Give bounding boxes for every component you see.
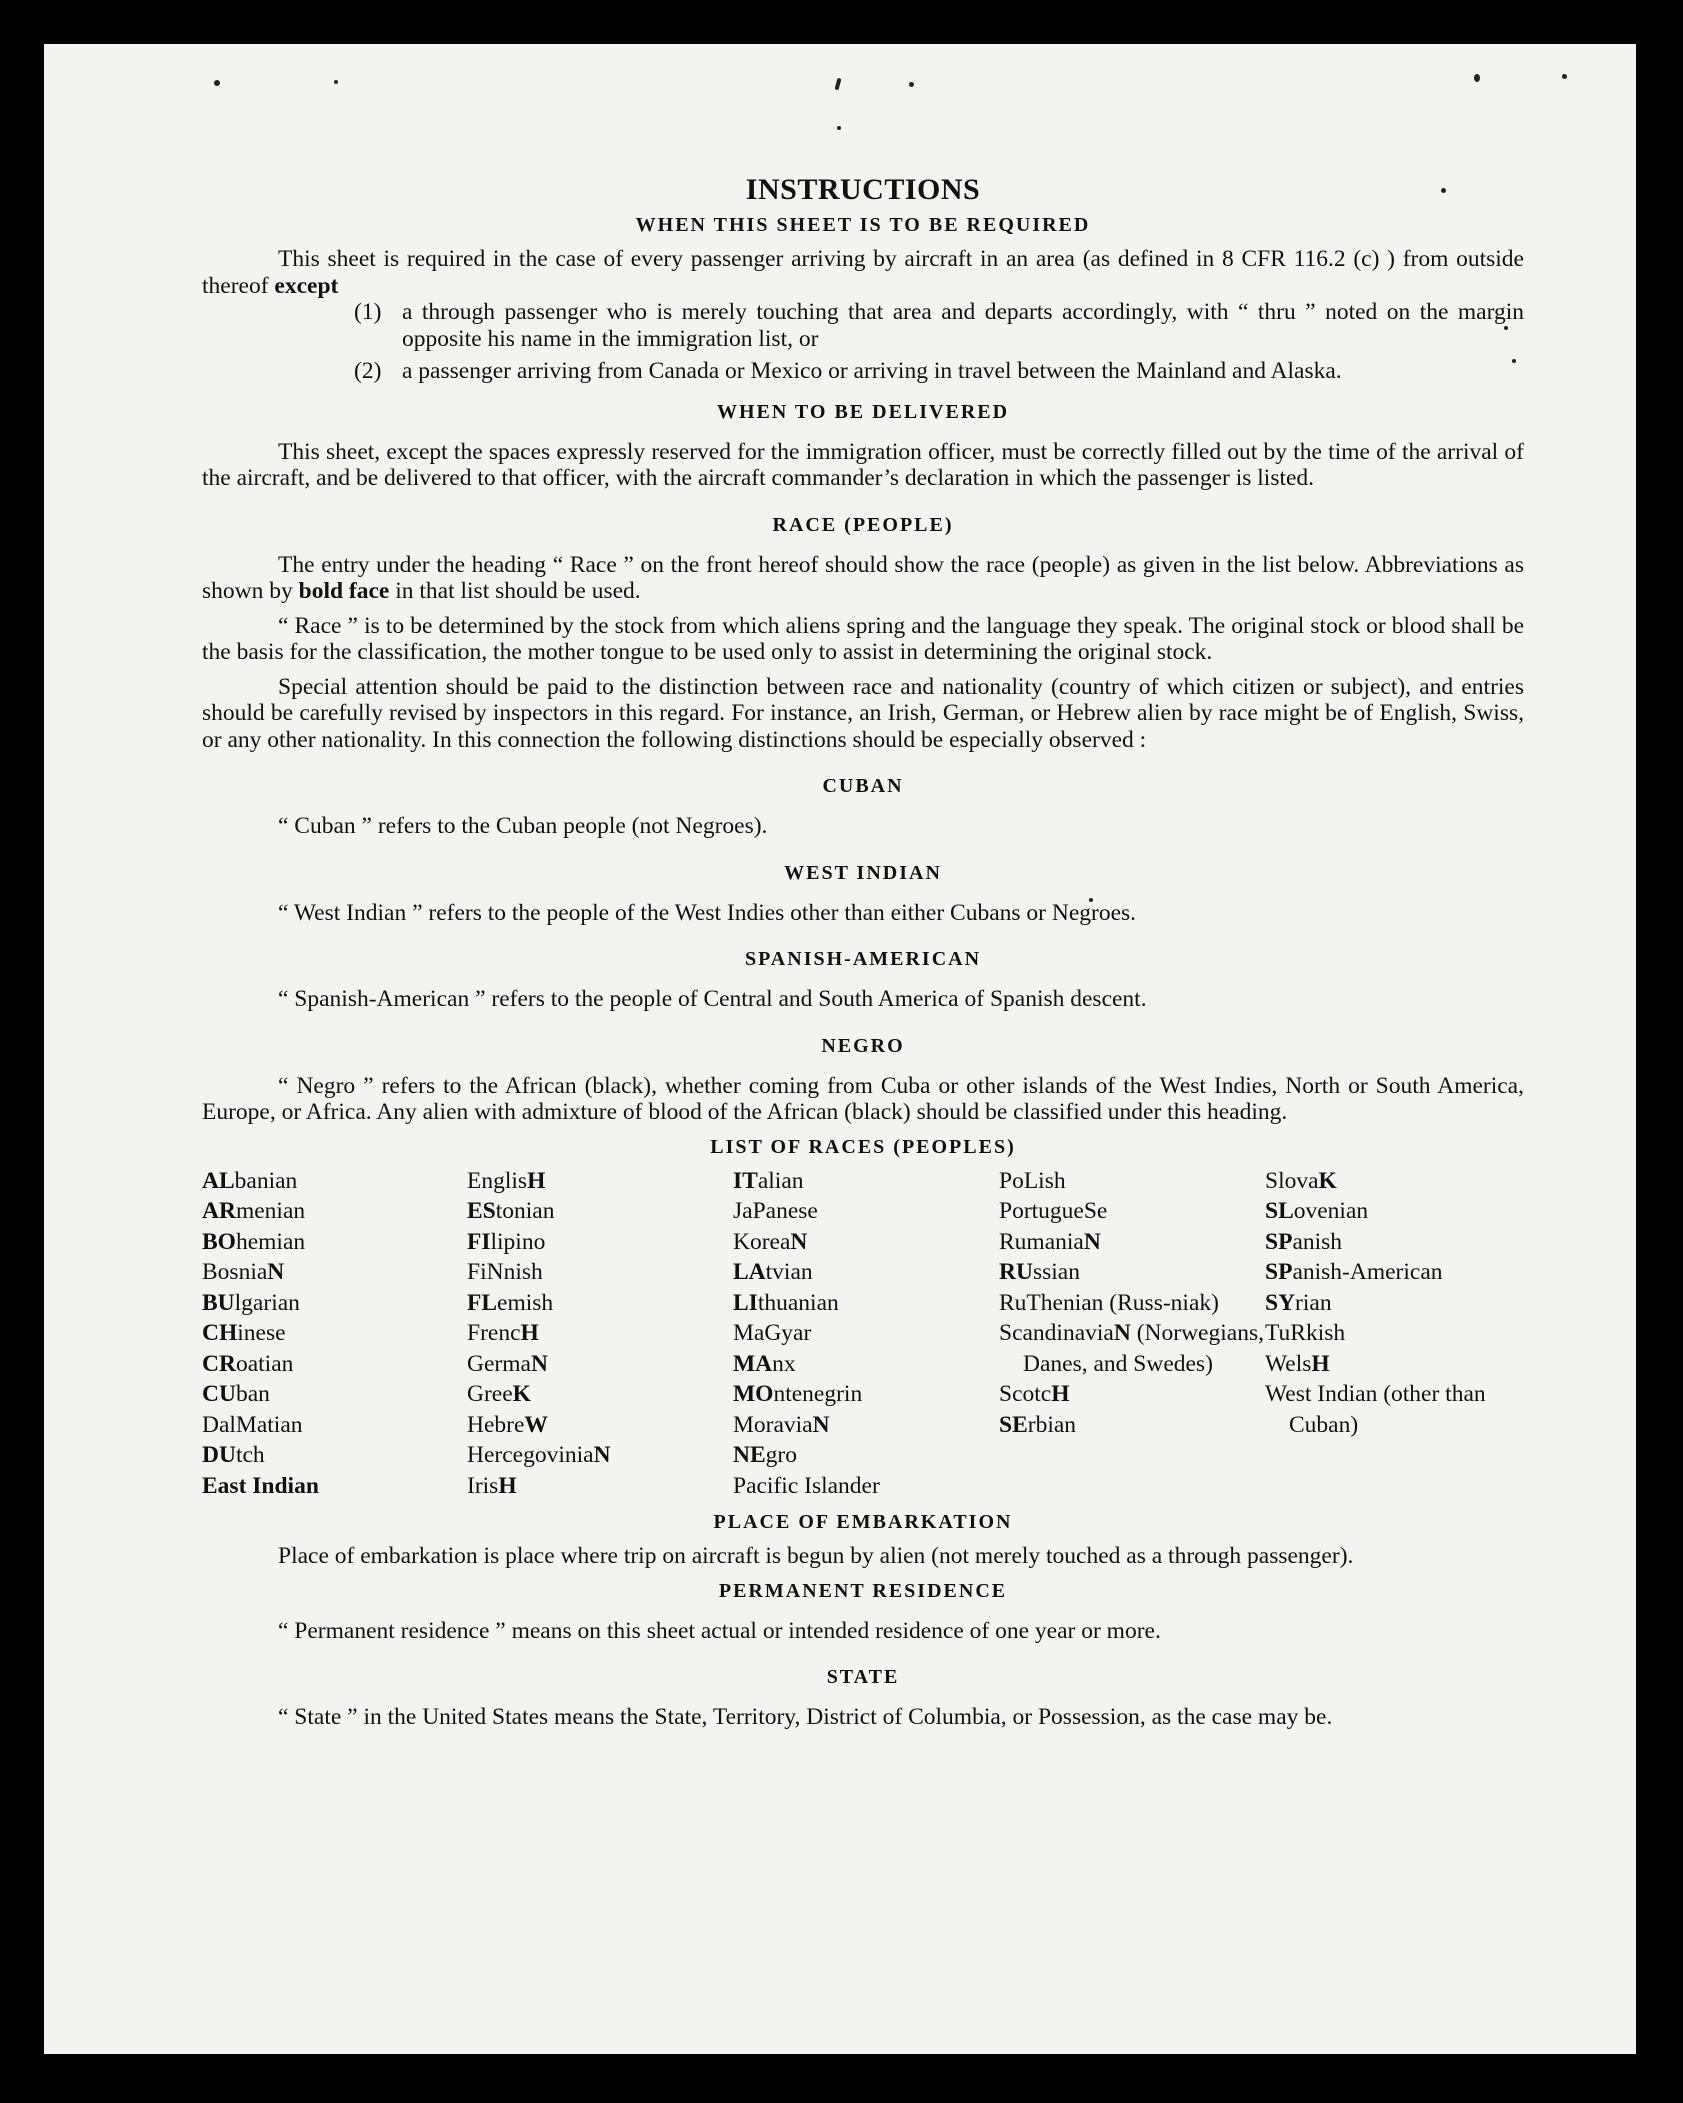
race-name: ban	[235, 1381, 270, 1407]
race-entry	[733, 1196, 999, 1227]
race-entry	[733, 1379, 999, 1410]
race-abbrev: AL	[202, 1167, 235, 1194]
race-entry	[1265, 1166, 1524, 1197]
race-name: ssian	[1032, 1259, 1080, 1285]
race-name: Gree	[467, 1381, 513, 1407]
scan-speck	[214, 80, 220, 86]
race-entry	[202, 1471, 467, 1502]
race-name: Iris	[467, 1472, 499, 1499]
race-abbrev: N	[1113, 1320, 1131, 1346]
race-p1-bold: bold face	[298, 578, 390, 604]
race-entry	[733, 1440, 999, 1471]
delivered-text: This sheet, except the spaces expressly reserved for the immigration officer, must be correctly filled out by the time of the arrival of the aircraft, and be delivered to that officer, with the aircraft commander’s declaration in which the passenger is listed.	[202, 438, 1524, 491]
race-abbrev: CR	[202, 1350, 236, 1377]
race-abbrev: LI	[733, 1289, 758, 1316]
required-item-1	[202, 299, 1524, 352]
race-entry	[999, 1227, 1265, 1258]
instructions-content	[202, 172, 1524, 1731]
race-entry	[733, 1166, 999, 1197]
race-abbrev: AR	[202, 1198, 236, 1224]
race-p1-text-a: The entry under the heading “ Race ” on the front hereof should show the race (people) as given in the list below. Abbreviations as shown by	[202, 551, 1524, 604]
race-entry	[733, 1471, 999, 1502]
races-column	[202, 1166, 467, 1502]
race-name: Korea	[733, 1228, 791, 1255]
race-entry	[999, 1410, 1265, 1441]
race-name: West Indian (other than Cuban)	[1265, 1381, 1486, 1438]
race-entry	[467, 1257, 733, 1288]
race-abbrev: DU	[202, 1442, 236, 1468]
race-name: tvian	[765, 1259, 813, 1285]
race-entry	[467, 1318, 733, 1349]
race-abbrev: K	[1318, 1167, 1337, 1194]
race-name: thuanian	[757, 1289, 839, 1316]
heading-negro: NEGRO	[821, 1034, 905, 1057]
cuban-text: “ Cuban ” refers to the Cuban people (not Negroes).	[278, 813, 768, 839]
race-entry	[467, 1379, 733, 1410]
race-name: rian	[1295, 1289, 1332, 1316]
heading-state: STATE	[826, 1666, 900, 1688]
race-name: MaGyar	[733, 1320, 812, 1346]
race-abbrev: H	[498, 1472, 517, 1499]
race-entry	[467, 1166, 733, 1197]
races-column	[467, 1166, 733, 1502]
scan-speck	[909, 82, 914, 87]
race-abbrev: SP	[1265, 1228, 1293, 1255]
race-name: anish	[1292, 1228, 1343, 1255]
race-abbrev: SL	[1265, 1198, 1294, 1224]
west-indian-text: “ West Indian ” refers to the people of the West Indies other than either Cubans or Negroes.	[278, 899, 1137, 926]
embarkation-text: Place of embarkation is place where trip on aircraft is begun by alien (not merely touched as a through passenger).	[278, 1543, 1354, 1569]
race-abbrev: K	[512, 1381, 531, 1407]
item-number: (1)	[354, 299, 382, 325]
race-name: PoLish	[999, 1167, 1066, 1194]
race-name: Moravia	[733, 1411, 813, 1438]
race-entry	[202, 1257, 467, 1288]
race-name: tonian	[495, 1198, 555, 1224]
race-name: FiNnish	[467, 1259, 543, 1285]
heading-race: RACE (PEOPLE)	[772, 513, 954, 536]
scan-speck	[1474, 74, 1480, 82]
heading-list-of-races: LIST OF RACES (PEOPLES)	[710, 1135, 1016, 1158]
item-text: a through passenger who is merely touching that area and departs accordingly, with “ thru ” noted on the margin opposite his name in the immigration list, or	[402, 299, 1524, 352]
race-abbrev: N	[812, 1411, 830, 1438]
race-entry	[999, 1166, 1265, 1197]
race-entry	[467, 1227, 733, 1258]
race-name: Germa	[467, 1350, 531, 1377]
item-text: a passenger arriving from Canada or Mexico or arriving in travel between the Mainland and Alaska.	[402, 358, 1342, 384]
race-entry	[733, 1410, 999, 1441]
race-entry	[1265, 1196, 1524, 1227]
race-entry	[1265, 1318, 1524, 1349]
race-abbrev: SP	[1265, 1259, 1293, 1285]
heading-when-delivered: WHEN TO BE DELIVERED	[716, 400, 1010, 423]
race-entry	[202, 1196, 467, 1227]
race-entry	[202, 1379, 467, 1410]
races-column	[1265, 1166, 1524, 1502]
race-abbrev: SE	[999, 1411, 1028, 1438]
race-name: emish	[497, 1289, 554, 1316]
races-column	[999, 1166, 1265, 1502]
race-abbrev: East Indian	[202, 1472, 319, 1499]
race-abbrev: N	[267, 1259, 285, 1285]
race-name: ntenegrin	[773, 1381, 863, 1407]
race-name: Bosnia	[202, 1259, 268, 1285]
race-name: gro	[765, 1442, 797, 1468]
race-name: lgarian	[234, 1289, 300, 1316]
race-entry	[467, 1471, 733, 1502]
race-entry	[202, 1410, 467, 1441]
race-name: menian	[235, 1198, 306, 1224]
race-name: TuRkish	[1265, 1320, 1346, 1346]
race-name: hemian	[235, 1228, 306, 1255]
race-entry	[1265, 1227, 1524, 1258]
races-list	[202, 1166, 1524, 1502]
race-entry	[733, 1227, 999, 1258]
race-p1-text-b: in that list should be used.	[395, 578, 641, 604]
page-title: INSTRUCTIONS	[745, 173, 981, 206]
race-name: Hercegovinia	[467, 1442, 594, 1468]
race-entry	[467, 1288, 733, 1319]
race-name: Scandinavia	[999, 1320, 1114, 1346]
race-abbrev: MA	[733, 1350, 773, 1377]
race-entry	[202, 1227, 467, 1258]
race-name: Rumania	[999, 1228, 1084, 1255]
race-name: lipino	[490, 1228, 546, 1255]
heading-place-of-embarkation: PLACE OF EMBARKATION	[713, 1511, 1013, 1533]
race-entry	[202, 1318, 467, 1349]
race-name: banian	[234, 1167, 298, 1194]
race-abbrev: N	[593, 1442, 611, 1468]
race-entry	[999, 1318, 1265, 1379]
race-abbrev: N	[1083, 1228, 1101, 1255]
race-abbrev: H	[1051, 1381, 1070, 1407]
race-entry	[202, 1288, 467, 1319]
race-entry	[202, 1166, 467, 1197]
race-abbrev: CH	[202, 1320, 238, 1346]
race-name: tch	[235, 1442, 265, 1468]
race-entry	[733, 1288, 999, 1319]
race-paragraph-1	[202, 552, 1524, 605]
race-abbrev: RU	[999, 1259, 1033, 1285]
race-abbrev: ES	[467, 1198, 496, 1224]
race-abbrev: LA	[733, 1259, 766, 1285]
race-entry	[1265, 1257, 1524, 1288]
race-abbrev: MO	[733, 1381, 774, 1407]
race-paragraph-3: Special attention should be paid to the distinction between race and nationality (country of which citizen or subject), and entries should be carefully revised by inspectors in this regard. For instance, an Irish, German, or Hebrew alien by race might be of English, Swiss, or any other nationality. In this connection the following distinctions should be especially observed :	[202, 673, 1524, 753]
race-name: JaPanese	[733, 1198, 818, 1224]
race-abbrev: H	[1311, 1350, 1330, 1377]
residence-text: “ Permanent residence ” means on this sheet actual or intended residence of one year or more.	[278, 1617, 1161, 1644]
race-abbrev: N	[530, 1350, 548, 1377]
race-entry	[467, 1349, 733, 1380]
document-page	[44, 44, 1636, 2054]
race-entry	[999, 1288, 1265, 1319]
race-paragraph-2: “ Race ” is to be determined by the stock from which aliens spring and the language they speak. The original stock or blood shall be the basis for the classification, the mother tongue to be used only to assist in determining the original stock.	[202, 612, 1524, 665]
race-entry	[999, 1257, 1265, 1288]
race-name: PortugueSe	[999, 1198, 1108, 1224]
item-number: (2)	[354, 358, 382, 384]
race-name: (Norwegians, Danes, and Swedes)	[1023, 1320, 1264, 1377]
race-name: Hebre	[467, 1411, 525, 1438]
race-abbrev: BU	[202, 1289, 235, 1316]
heading-cuban: CUBAN	[822, 775, 904, 797]
race-entry	[999, 1379, 1265, 1410]
race-name: Frenc	[467, 1320, 521, 1346]
race-abbrev: BO	[202, 1228, 236, 1255]
scan-speck	[1562, 74, 1567, 79]
scan-speck	[837, 126, 841, 130]
race-entry	[467, 1196, 733, 1227]
negro-text: “ Negro ” refers to the African (black), whether coming from Cuba or other islands of the West Indies, North or South America, Europe, or Africa. Any alien with admixture of blood of the African (black) should be classified under this heading.	[202, 1072, 1524, 1125]
race-name: anish-American	[1292, 1259, 1443, 1285]
race-name: RuThenian (Russ-niak)	[999, 1289, 1219, 1316]
race-entry	[733, 1349, 999, 1380]
race-abbrev: N	[790, 1228, 808, 1255]
race-entry	[467, 1440, 733, 1471]
required-item-2	[202, 358, 1524, 385]
race-entry	[1265, 1379, 1524, 1440]
race-entry	[999, 1196, 1265, 1227]
race-name: Wels	[1265, 1350, 1312, 1377]
race-name: oatian	[235, 1350, 294, 1377]
race-entry	[733, 1257, 999, 1288]
race-abbrev: FL	[467, 1289, 498, 1316]
race-name: DalMatian	[202, 1411, 303, 1438]
race-name: nx	[772, 1350, 796, 1377]
race-name: Scotc	[999, 1381, 1052, 1407]
race-entry	[467, 1410, 733, 1441]
race-abbrev: NE	[733, 1442, 766, 1468]
race-entry	[202, 1440, 467, 1471]
race-abbrev: W	[524, 1411, 548, 1438]
race-name: Pacific Islander	[733, 1472, 880, 1499]
heading-when-required: WHEN THIS SHEET IS TO BE REQUIRED	[635, 214, 1091, 236]
heading-spanish-american: SPANISH-AMERICAN	[744, 948, 982, 970]
race-entry	[202, 1349, 467, 1380]
race-abbrev: FI	[467, 1228, 491, 1255]
scan-speck	[835, 78, 842, 91]
race-abbrev: IT	[733, 1167, 758, 1194]
required-intro-text: This sheet is required in the case of every passenger arriving by aircraft in an area (as defined in 8 CFR 116.2 (c) ) from outside thereof	[202, 246, 1524, 299]
race-abbrev: CU	[202, 1381, 236, 1407]
race-name: alian	[757, 1167, 804, 1194]
race-name: Slova	[1265, 1167, 1319, 1194]
scan-speck	[334, 80, 338, 84]
race-entry	[1265, 1288, 1524, 1319]
race-abbrev: SY	[1265, 1289, 1296, 1316]
spanish-american-text: “ Spanish-American ” refers to the people of Central and South America of Spanish descent.	[278, 986, 1147, 1012]
race-name: Englis	[467, 1167, 528, 1194]
required-intro	[202, 246, 1524, 299]
required-intro-bold: except	[274, 272, 339, 299]
race-abbrev: H	[527, 1167, 546, 1194]
race-entry	[1265, 1349, 1524, 1380]
heading-west-indian: WEST INDIAN	[784, 861, 942, 884]
race-name: ovenian	[1293, 1198, 1369, 1224]
heading-permanent-residence: PERMANENT RESIDENCE	[718, 1579, 1008, 1602]
race-name: inese	[237, 1320, 286, 1346]
state-text: “ State ” in the United States means the State, Territory, District of Columbia, or Possession, as the case may be.	[278, 1704, 1333, 1730]
race-abbrev: H	[520, 1320, 539, 1346]
race-entry	[733, 1318, 999, 1349]
race-name: rbian	[1027, 1411, 1077, 1438]
races-column	[733, 1166, 999, 1502]
